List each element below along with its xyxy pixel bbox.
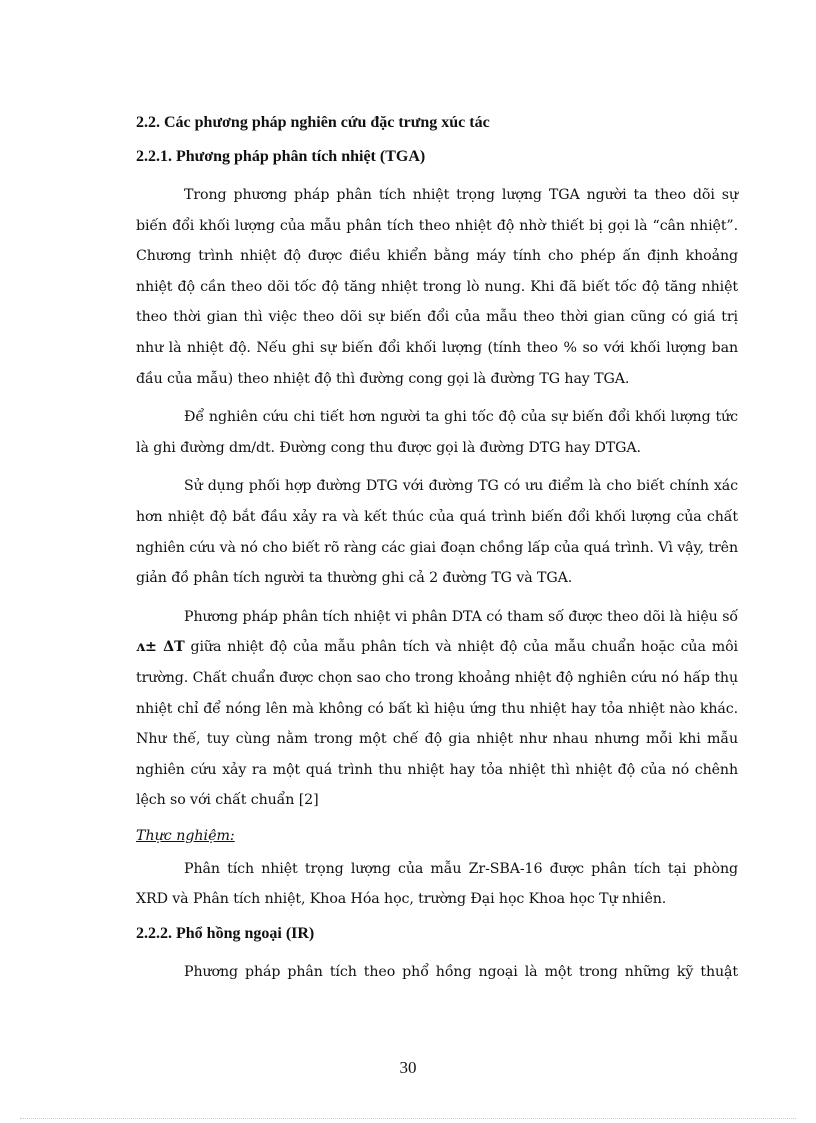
page-content (136, 112, 738, 996)
experiment-label: Thực nghiệm: (136, 827, 235, 844)
paragraph-dta (136, 602, 738, 816)
section-heading-2-2: 2.2. Các phương pháp nghiên cứu đặc trưng xúc tác (136, 114, 490, 131)
paragraph-ir: Phương pháp phân tích theo phổ hồng ngoại là một trong những kỹ thuật (184, 964, 738, 981)
paragraph-tga-2: Để nghiên cứu chi tiết hơn người ta ghi tốc độ của sự biến đổi khối lượng tức là ghi đường dm/dt. Đường cong thu được gọi là đường DTG hay DTGA. (136, 409, 738, 456)
delta-t-symbol: ʌ± ΔT (136, 639, 185, 656)
section-heading-2-2-2: 2.2.2. Phổ hồng ngoại (IR) (136, 925, 315, 943)
page-number: 30 (399, 1058, 417, 1077)
paragraph-tga-3: Sử dụng phối hợp đường DTG với đường TG có ưu điểm là cho biết chính xác hơn nhiệt độ bắt đầu xảy ra và kết thúc của quá trình biến đổi khối lượng của chất nghiên cứu và nó cho biết rõ ràng các giai đoạn chồng lấp của quá trình. Vì vậy, trên giản đồ phân tích người ta thường ghi cả 2 đường TG và TGA. (136, 478, 738, 587)
paragraph-experiment: Phân tích nhiệt trọng lượng của mẫu Zr-SBA-16 được phân tích tại phòng XRD và Phân tích nhiệt, Khoa Hóa học, trường Đại học Khoa học Tự nhiên. (136, 860, 738, 908)
paragraph-tga-1: Trong phương pháp phân tích nhiệt trọng lượng TGA người ta theo dõi sự biến đổi khối lượng của mẫu phân tích theo nhiệt độ nhờ thiết bị gọi là “cân nhiệt”. Chương trình nhiệt độ được điều khiển bằng máy tính cho phép ấn định khoảng nhiệt độ cần theo dõi tốc độ tăng nhiệt trong lò nung. Khi đã biết tốc độ tăng nhiệt theo thời gian thì việc theo dõi sự biến đổi của mẫu theo thời gian cũng có giá trị như là nhiệt độ. Nếu ghi sự biến đổi khối lượng (tính theo % so với khối lượng ban đầu của mẫu) theo nhiệt độ thì đường cong gọi là đường TG hay TGA. (136, 187, 738, 387)
section-heading-2-2-1: 2.2.1. Phương pháp phân tích nhiệt (TGA) (136, 148, 426, 165)
paragraph-dta-end: giữa nhiệt độ của mẫu phân tích và nhiệt độ của mẫu chuẩn hoặc của môi trường. Chất chuẩn được chọn sao cho trong khoảng nhiệt độ nghiên cứu nó hấp thụ nhiệt chỉ để nóng lên mà không có bất kì hiệu ứng thu nhiệt hay tỏa nhiệt nào khác. Như thế, tuy cùng nằm trong một chế độ gia nhiệt như nhau nhưng mỗi khi mẫu nghiên cứu xảy ra một quá trình thu nhiệt hay tỏa nhiệt thì nhiệt độ của nó chênh lệch so với chất chuẩn [2] (136, 639, 738, 809)
footer-divider (20, 1118, 796, 1119)
paragraph-dta-start: Phương pháp phân tích nhiệt vi phân DTA có tham số được theo dõi là hiệu số (184, 608, 738, 625)
